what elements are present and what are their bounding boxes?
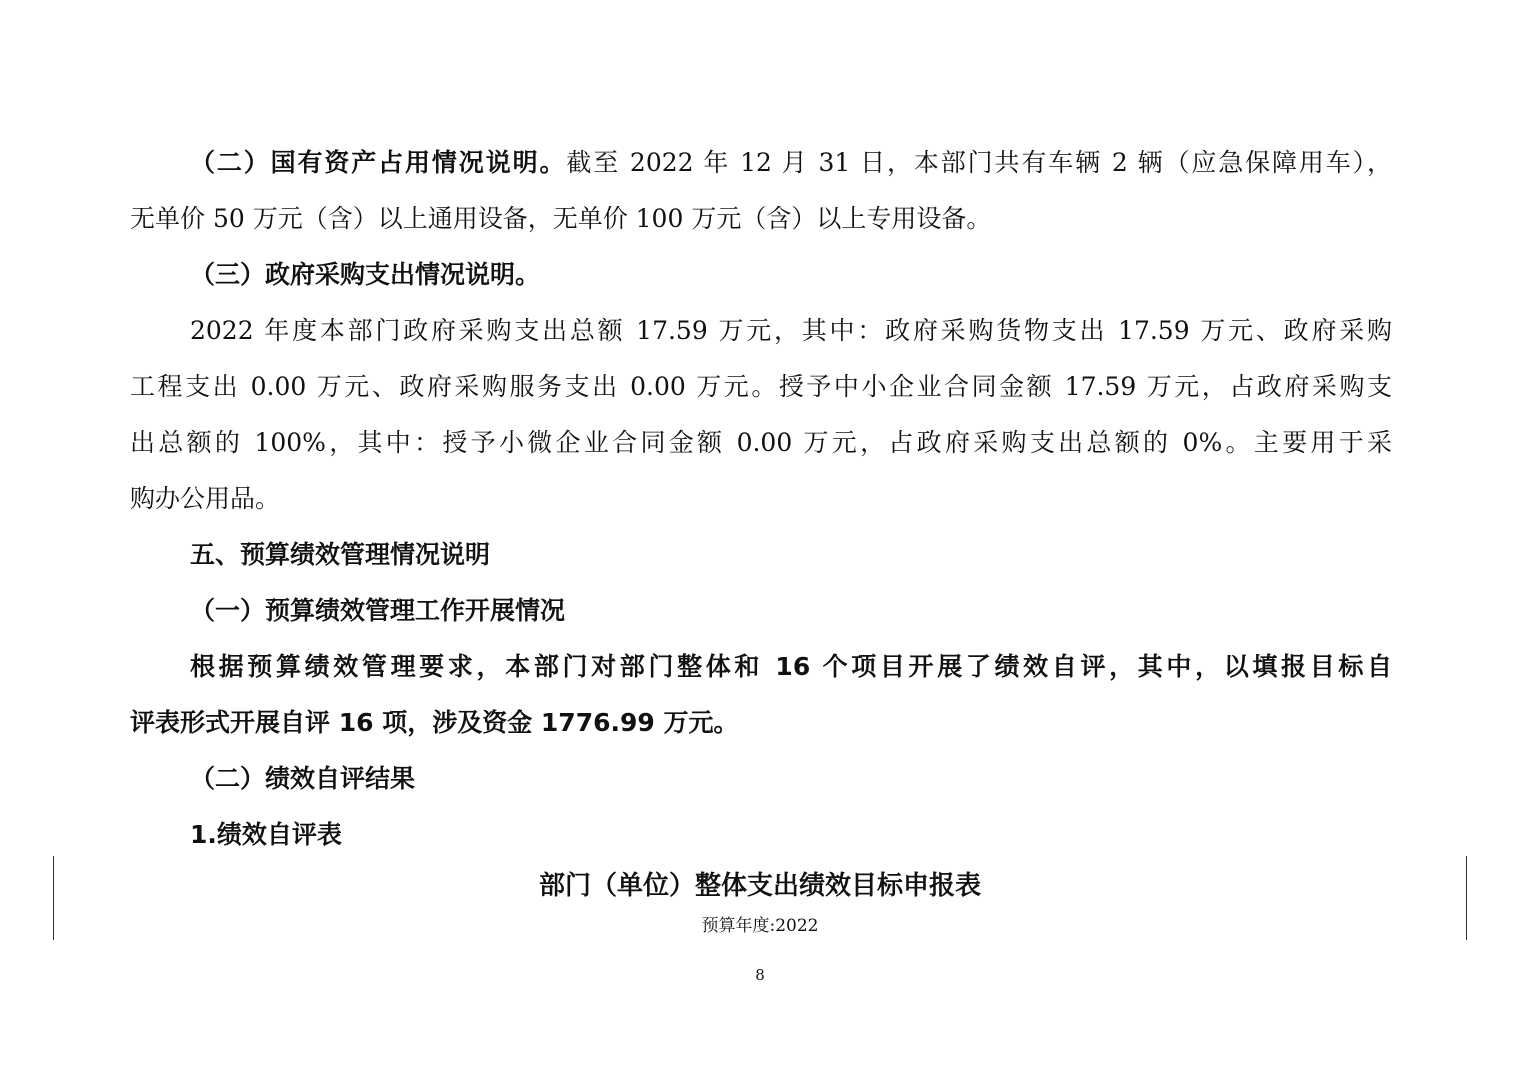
section5-subheading-1: （一）预算绩效管理工作开展情况 bbox=[190, 596, 566, 625]
page-number: 8 bbox=[755, 966, 765, 984]
assets-heading: （二）国有资产占用情况说明。 bbox=[190, 148, 567, 177]
section5-heading: 五、预算绩效管理情况说明 bbox=[190, 540, 491, 569]
section5-item-1: 1.绩效自评表 bbox=[190, 820, 342, 849]
assets-text: 截至 2022 年 12 月 31 日，本部门共有车辆 2 辆（应急保障用车）， bbox=[566, 148, 1392, 177]
assets-paragraph-line-1 bbox=[190, 146, 1392, 180]
procurement-line-3: 出总额的 100%，其中：授予小微企业合同金额 0.00 万元，占政府采购支出总额的 0%。主要用于采 bbox=[130, 428, 1392, 457]
procurement-line-1: 2022 年度本部门政府采购支出总额 17.59 万元，其中：政府采购货物支出 17.59 万元、政府采购 bbox=[190, 316, 1392, 345]
assets-paragraph-line-2: 无单价 50 万元（含）以上通用设备，无单价 100 万元（含）以上专用设备。 bbox=[130, 204, 992, 233]
table-title: 部门（单位）整体支出绩效目标申报表 bbox=[538, 871, 981, 901]
procurement-line-2: 工程支出 0.00 万元、政府采购服务支出 0.00 万元。授予中小企业合同金额 17.59 万元，占政府采购支 bbox=[130, 372, 1392, 401]
procurement-line-4: 购办公用品。 bbox=[130, 484, 281, 513]
section5-subheading-2: （二）绩效自评结果 bbox=[190, 764, 416, 793]
procurement-heading: （三）政府采购支出情况说明。 bbox=[190, 260, 541, 289]
table-subtitle: 预算年度:2022 bbox=[701, 916, 819, 936]
section5-line-1: 根据预算绩效管理要求，本部门对部门整体和 16 个项目开展了绩效自评，其中，以填报目标自 bbox=[190, 652, 1392, 681]
section5-line-2: 评表形式开展自评 16 项，涉及资金 1776.99 万元。 bbox=[130, 708, 739, 737]
